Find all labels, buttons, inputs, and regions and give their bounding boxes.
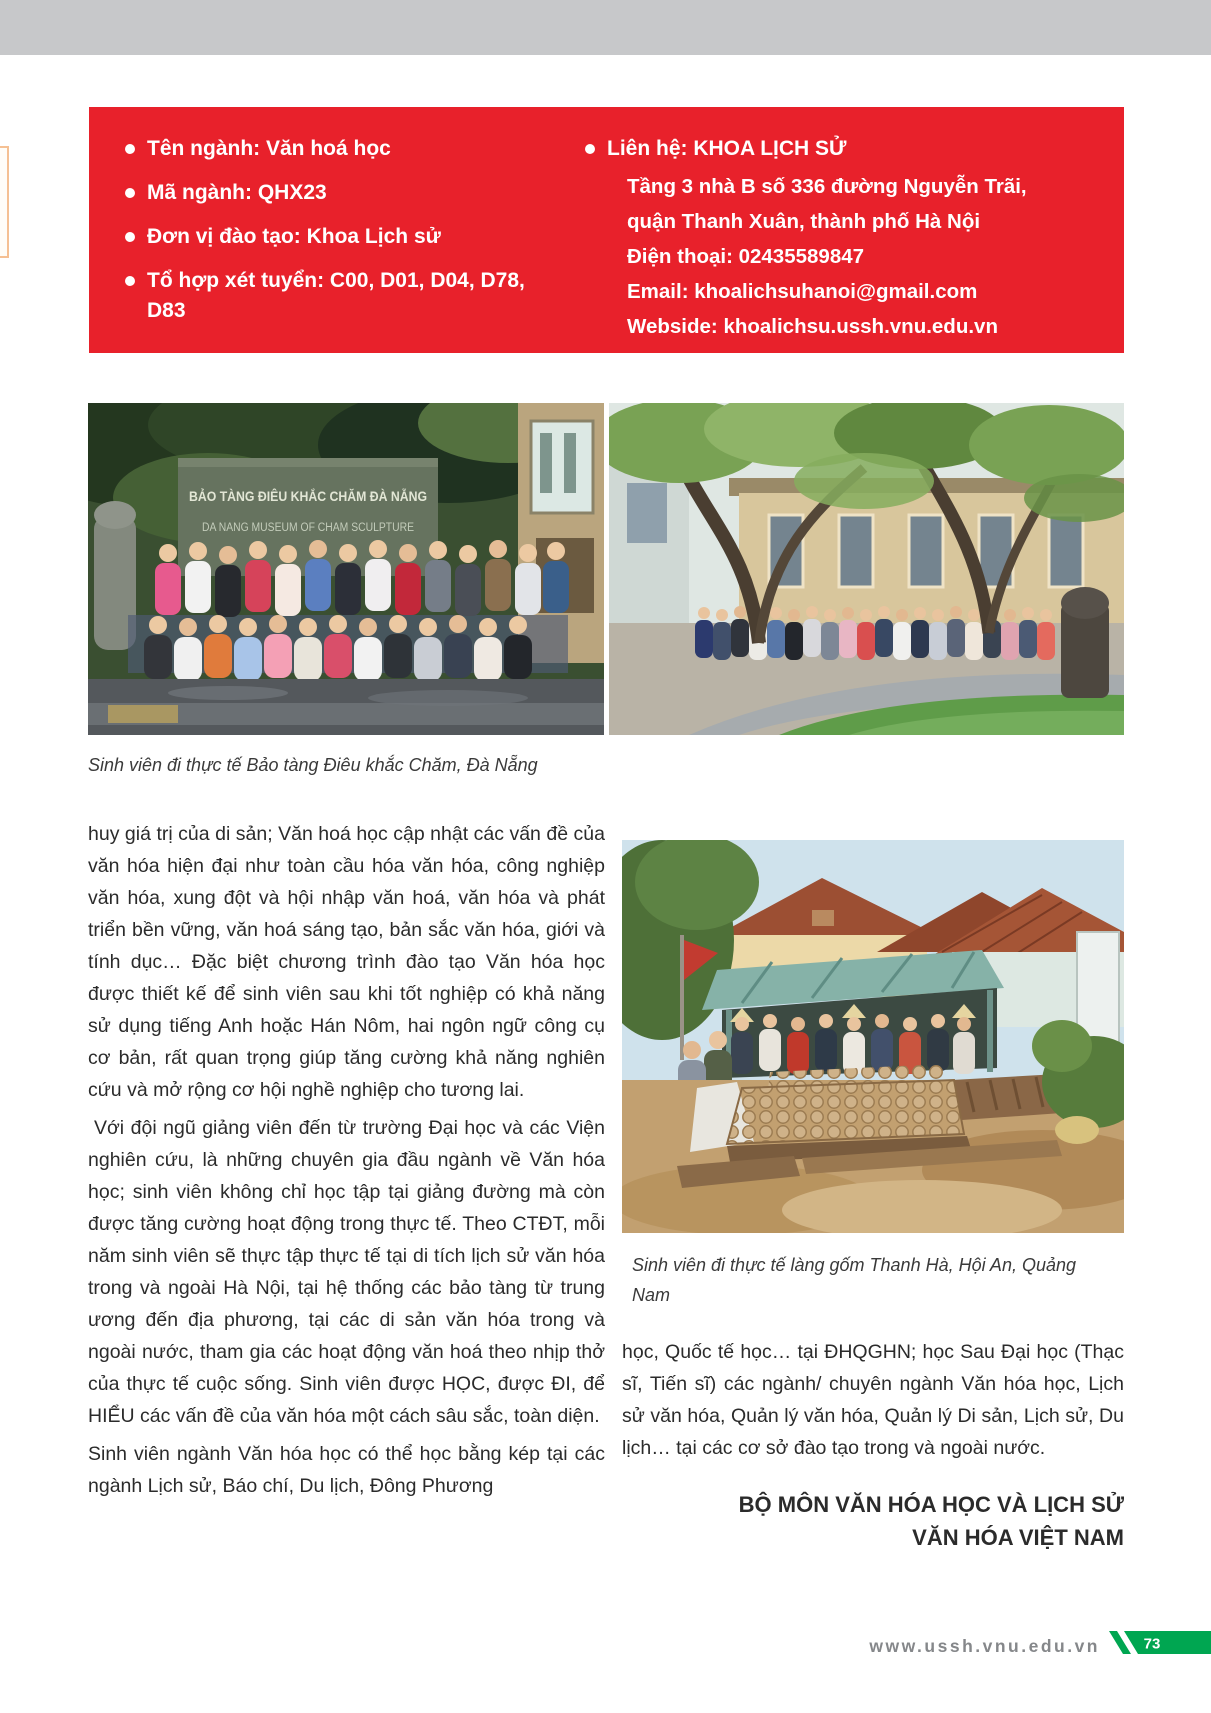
contact-title-row	[585, 134, 1115, 164]
program-subjects: Tổ hợp xét tuyển: C00, D01, D04, D78, D83	[147, 269, 525, 322]
contact-phone: Điện thoại: 02435589847	[627, 245, 865, 268]
museum-sign-line2: DA NANG MUSEUM OF CHAM SCULPTURE	[202, 522, 415, 534]
contact-address-1: Tầng 3 nhà B số 336 đường Nguyễn Trãi,	[627, 175, 1027, 198]
badge-ribbon-body	[1124, 1631, 1211, 1654]
photo-caption-cham: Sinh viên đi thực tế Bảo tàng Điêu khắc Chăm, Đà Nẵng	[88, 755, 538, 775]
department-heading-line2: VĂN HÓA VIỆT NAM	[912, 1525, 1124, 1550]
contact-address-2: quận Thanh Xuân, thành phố Hà Nội	[627, 210, 981, 233]
bullet-icon	[125, 232, 135, 242]
contact-lines	[585, 169, 1115, 344]
page-number-badge	[1100, 1630, 1211, 1655]
page-number: 73	[1143, 1635, 1161, 1653]
program-unit: Đơn vị đào tạo: Khoa Lịch sử	[147, 225, 441, 248]
article-right-column	[622, 1336, 1124, 1470]
contact-website: Webside: khoalichsu.ussh.vnu.edu.vn	[627, 315, 998, 338]
list-item	[125, 266, 559, 326]
department-heading-line1: BỘ MÔN VĂN HÓA HỌC VÀ LỊCH SỬ	[738, 1492, 1124, 1517]
bullet-icon	[125, 188, 135, 198]
side-tab-marker	[0, 146, 9, 258]
paragraph: Sinh viên ngành Văn hóa học có thể học bằng kép tại các ngành Lịch sử, Báo chí, Du lịch, Đông Phương	[88, 1443, 605, 1497]
paragraph: huy giá trị của di sản; Văn hoá học cập nhật các vấn đề của văn hóa hiện đại như toàn cầu hóa văn hóa, công nghiệp văn hóa, xung đột và hội nhập văn hoá, văn hóa và phát triển bền vững, văn hoá sáng tạo, bản sắc văn hóa, giới và tính dục… Đặc biệt chương trình đào tạo Văn hóa học được thiết kế để sinh viên sau khi tốt nghiệp có khả năng sử dụng tiếng Anh hoặc Hán Nôm, hai ngôn ngữ công cụ cơ bản, rất quan trọng giúp tăng cường khả năng nghiên cứu và mở rộng cơ hội nghề nghiệp cho tương lai.	[88, 823, 605, 1101]
museum-sign-line1: BẢO TÀNG ĐIÊU KHẮC CHĂM ĐÀ NẴNG	[189, 488, 461, 504]
footer-website-url: www.ussh.vnu.edu.vn	[869, 1636, 1100, 1656]
bullet-icon	[125, 276, 135, 286]
contact-block	[585, 134, 1115, 353]
program-name: Tên ngành: Văn hoá học	[147, 137, 391, 160]
contact-title: Liên hệ: KHOA LỊCH SỬ	[607, 137, 847, 160]
list-item	[125, 178, 559, 208]
list-item	[125, 134, 559, 164]
program-code: Mã ngành: QHX23	[147, 181, 327, 204]
photo-cham-museum	[88, 403, 604, 735]
top-grey-bar	[0, 0, 1211, 55]
department-heading	[694, 1488, 1124, 1554]
program-info-box	[89, 107, 1124, 353]
paragraph: học, Quốc tế học… tại ĐHQGHN; học Sau Đại học (Thạc sĩ, Tiến sĩ) các ngành/ chuyên ngành Văn hóa học, Lịch sử văn hóa, Quản lý văn hóa, Quản lý Di sản, Lịch sử, Du lịch… tại các cơ sở đào tạo trong và ngoài nước.	[622, 1341, 1124, 1459]
program-details-list	[125, 134, 559, 353]
article-left-column	[88, 818, 605, 1508]
photo-caption-pottery: Sinh viên đi thực tế làng gốm Thanh Hà, Hội An, Quảng Nam	[632, 1255, 1076, 1305]
contact-email: Email: khoalichsuhanoi@gmail.com	[627, 280, 978, 303]
photo-pottery-village	[622, 840, 1124, 1233]
photo-courtyard	[609, 403, 1124, 735]
paragraph: Với đội ngũ giảng viên đến từ trường Đại học và các Viện nghiên cứu, là những chuyên gia đầu ngành về Văn hóa học; sinh viên không chỉ học tập tại giảng đường mà còn được tăng cường hoạt động trong thực tế. Theo CTĐT, mỗi năm sinh viên sẽ thực tập thực tế tại di tích lịch sử văn hóa trong và ngoài Hà Nội, tại hệ thống các bảo tàng từ trung ương đến địa phương, tại các di sản văn hóa trong và ngoài nước, tham gia các hoạt động văn hoá theo nhịp thở của thực tế cuộc sống. Sinh viên được HỌC, được ĐI, để HIỂU các vấn đề của văn hóa một cách sâu sắc, toàn diện.	[88, 1117, 605, 1427]
list-item	[125, 222, 559, 252]
bullet-icon	[125, 144, 135, 154]
bullet-icon	[585, 144, 595, 154]
